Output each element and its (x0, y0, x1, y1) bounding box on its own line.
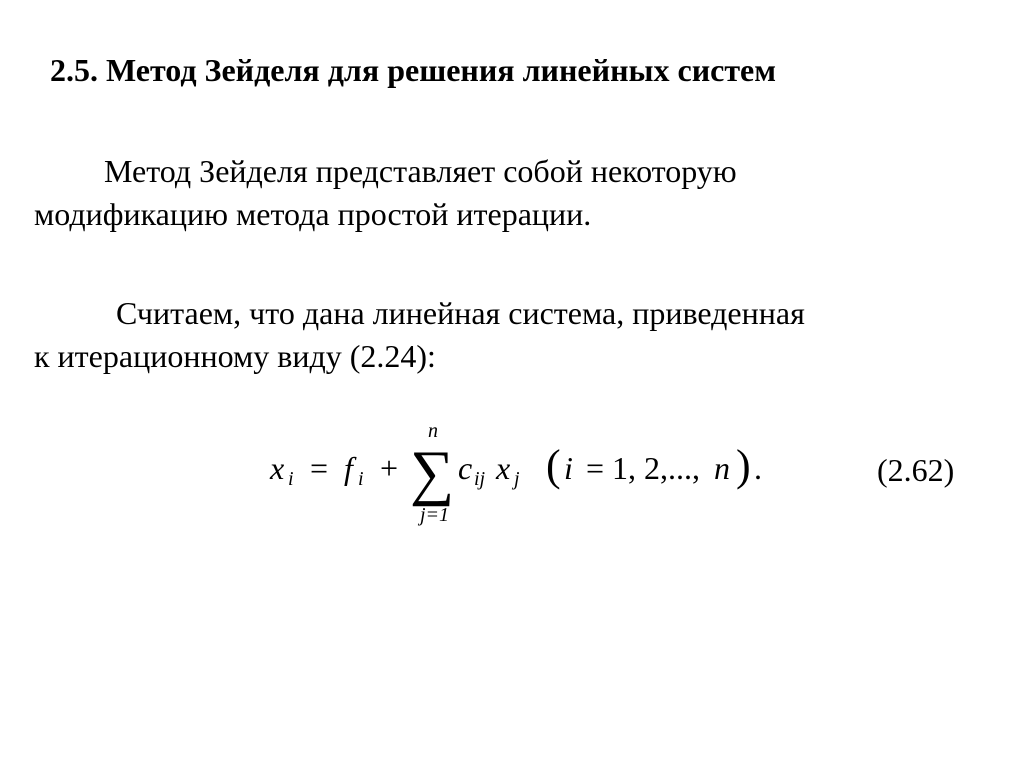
paragraph-line: к итерационному виду (2.24): (34, 338, 436, 374)
formula-x-j: x (496, 450, 511, 486)
formula-x: x (270, 450, 285, 486)
paragraph-system-statement (34, 292, 984, 378)
formula-x-j-subscript: j (514, 468, 520, 490)
formula-close-paren: ) (736, 441, 751, 490)
formula-equals-2: = (586, 450, 605, 486)
formula-c-subscript: ij (474, 468, 486, 490)
seidel-formula (270, 420, 790, 530)
paragraph-line: Метод Зейделя представляет собой некоторую (104, 153, 737, 189)
summation-lower-limit: j=1 (420, 504, 450, 526)
formula-n: n (714, 450, 730, 486)
section-title: 2.5. Метод Зейделя для решения линейных систем (50, 52, 777, 88)
formula-plus: + (380, 450, 399, 486)
formula-x-subscript: i (288, 468, 294, 490)
formula-range: 1, 2,..., (612, 450, 700, 486)
equation-number: (2.62) (877, 452, 955, 488)
formula-c: c (458, 450, 473, 486)
paragraph-line: Считаем, что дана линейная система, приведенная (116, 295, 805, 331)
formula-i: i (564, 450, 573, 486)
formula-f: f (344, 450, 353, 486)
paragraph-method-description (34, 150, 984, 236)
summation-sign: ∑ (410, 439, 455, 507)
formula-open-paren: ( (546, 441, 561, 490)
formula-period: . (754, 450, 762, 486)
formula-equals: = (310, 450, 329, 486)
formula-f-subscript: i (358, 468, 364, 490)
paragraph-line: модификацию метода простой итерации. (34, 196, 592, 232)
summation-upper-limit: n (428, 420, 438, 442)
